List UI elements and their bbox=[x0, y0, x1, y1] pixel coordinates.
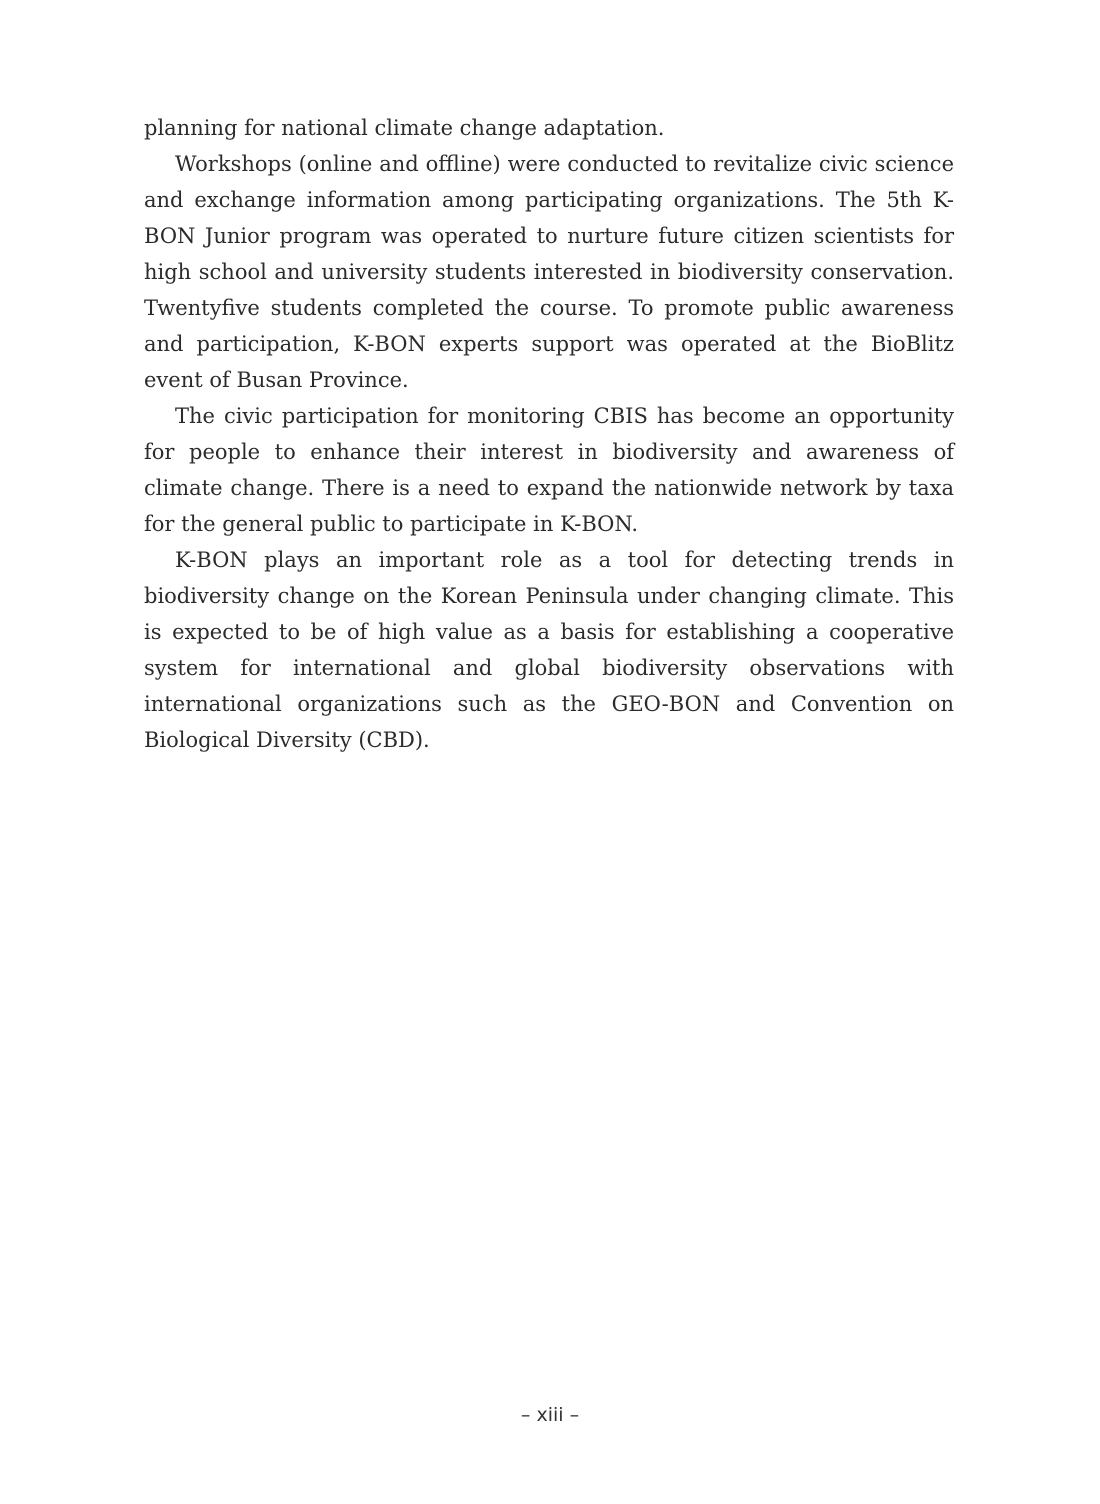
paragraph-workshops: Workshops (online and offline) were conducted to revitalize civic science and exchange information among participating organizations. The 5th K-BON Junior program was operated to nurture future citizen scientists for high school and university students interested in biodiversity conservation. Twentyfive students completed the course. To promote public awareness and participation, K-BON experts support was operated at the BioBlitz event of Busan Province. bbox=[144, 152, 954, 392]
body-text bbox=[144, 110, 954, 758]
paragraph-kbon-role: K-BON plays an important role as a tool for detecting trends in biodiversity change on the Korean Peninsula under changing climate. This is expected to be of high value as a basis for establishing a cooperative system for international and global biodiversity observations with international organizations such as the GEO-BON and Convention on Biological Diversity (CBD). bbox=[144, 548, 954, 752]
paragraph-continuation: planning for national climate change adaptation. bbox=[144, 116, 665, 140]
page-number: – xiii – bbox=[520, 1404, 580, 1426]
paragraph-civic-participation: The civic participation for monitoring CBIS has become an opportunity for people to enhance their interest in biodiversity and awareness of climate change. There is a need to expand the nationwide network by taxa for the general public to participate in K-BON. bbox=[144, 404, 954, 536]
